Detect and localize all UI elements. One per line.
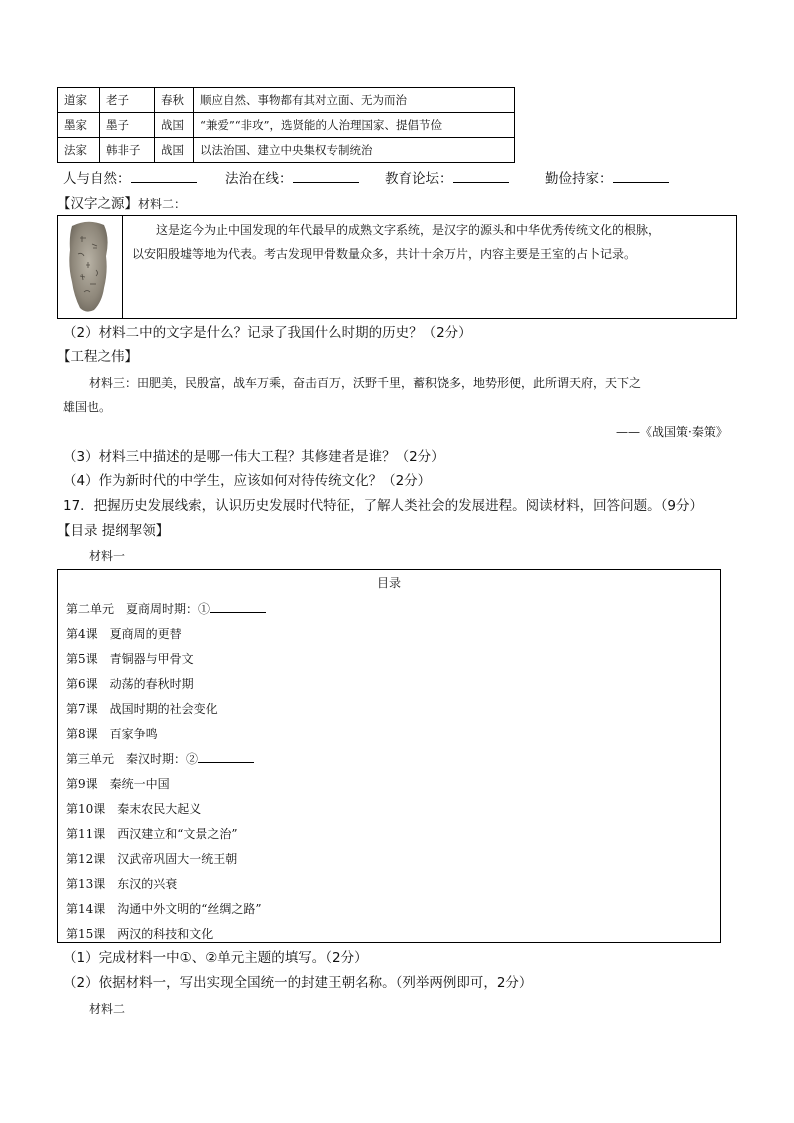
- toc-item-text: 第13课 东汉的兴衰: [66, 877, 178, 891]
- toc-item: [66, 822, 706, 847]
- material2-header: [57, 193, 186, 213]
- toc-item-text: 第三单元 秦汉时期：②: [66, 752, 199, 766]
- toc-item-text: 第15课 两汉的科技和文化: [66, 927, 214, 941]
- answer-blank: [131, 182, 197, 183]
- question-17-1: （1）完成材料一中①、②单元主题的填写。（2分）: [63, 950, 368, 966]
- table-cell-period: 战国: [155, 138, 194, 163]
- column-label: 法治在线：: [225, 171, 293, 187]
- section-header: 【工程之伟】: [57, 349, 138, 365]
- material2-text: 这是迄今为止中国发现的年代最早的成熟文字系统，是汉字的源头和中华优秀传统文化的根脉，: [156, 223, 661, 237]
- toc-item-text: 第二单元 夏商周时期：①: [66, 602, 211, 616]
- toc-item: [66, 647, 706, 672]
- question-4: （4）作为新时代的中学生，应该如何对待传统文化？（2分）: [63, 473, 432, 489]
- toc-item: [66, 597, 706, 622]
- toc-item: [66, 797, 706, 822]
- image-cell: [58, 216, 123, 318]
- section-header: 【汉字之源】: [57, 196, 138, 212]
- answer-blank: [210, 612, 266, 613]
- column-label: 教育论坛：: [385, 171, 453, 187]
- toc-item-text: 第14课 沟通中外文明的“丝绸之路”: [66, 902, 262, 916]
- toc-item-text: 第11课 西汉建立和“文景之治”: [66, 827, 238, 841]
- column-label: 勤俭持家：: [545, 171, 613, 187]
- answer-blank: [613, 182, 669, 183]
- table-cell-idea: 以法治国、建立中央集权专制统治: [194, 138, 515, 163]
- material3-text: 材料三：田肥美，民殷富，战车万乘，奋击百万，沃野千里，蓄积饶多，地势形便，此所谓天府，天下之: [89, 376, 642, 390]
- table-cell-person: 韩非子: [100, 138, 155, 163]
- columns-line: [63, 170, 683, 190]
- answer-blank: [453, 182, 509, 183]
- material-label: 材料二: [89, 1002, 126, 1016]
- column-item: [385, 170, 509, 188]
- toc-item-text: 第5课 青铜器与甲骨文: [66, 652, 194, 666]
- toc-item-text: 第4课 夏商周的更替: [66, 627, 182, 641]
- table-cell-period: 春秋: [155, 88, 194, 113]
- toc-item: [66, 722, 706, 747]
- column-label: 人与自然：: [63, 171, 131, 187]
- question-17-2: （2）依据材料一，写出实现全国统一的封建王朝名称。（列举两例即可，2分）: [63, 975, 533, 991]
- toc-item-text: 第12课 汉武帝巩固大一统王朝: [66, 852, 238, 866]
- schools-table: [57, 87, 515, 163]
- toc-list: [66, 597, 706, 947]
- material2-box: [57, 215, 737, 319]
- toc-item: [66, 872, 706, 897]
- toc-item: [66, 847, 706, 872]
- table-cell-person: 老子: [100, 88, 155, 113]
- schools-table-row: [58, 88, 515, 113]
- question-3: （3）材料三中描述的是哪一伟大工程？其修建者是谁？（2分）: [63, 449, 445, 465]
- question-2: （2）材料二中的文字是什么？记录了我国什么时期的历史？（2分）: [63, 325, 472, 341]
- material2-text: 以安阳殷墟等地为代表。考古发现甲骨数量众多，共计十余万片，内容主要是王室的占卜记录。: [132, 247, 637, 261]
- table-cell-idea: 顺应自然、事物都有其对立面、无为而治: [194, 88, 515, 113]
- table-cell-school: 道家: [58, 88, 100, 113]
- oracle-bone-image: [58, 216, 122, 318]
- column-item: [225, 170, 359, 188]
- table-cell-school: 法家: [58, 138, 100, 163]
- material3-text: 雄国也。: [63, 400, 112, 414]
- answer-blank: [293, 182, 359, 183]
- table-cell-person: 墨子: [100, 113, 155, 138]
- toc-item-text: 第7课 战国时期的社会变化: [66, 702, 218, 716]
- toc-item: [66, 672, 706, 697]
- toc-item: [66, 747, 706, 772]
- column-item: [63, 170, 197, 188]
- toc-item: [66, 897, 706, 922]
- table-cell-period: 战国: [155, 113, 194, 138]
- toc-item-text: 第6课 动荡的春秋时期: [66, 677, 194, 691]
- toc-item: [66, 622, 706, 647]
- schools-table-row: [58, 113, 515, 138]
- answer-blank: [198, 762, 254, 763]
- toc-item: [66, 922, 706, 947]
- toc-item: [66, 697, 706, 722]
- material3-source: ——《战国策·秦策》: [616, 425, 728, 439]
- toc-box: [57, 569, 721, 943]
- toc-title: 目录: [376, 576, 401, 590]
- toc-item-text: 第8课 百家争鸣: [66, 727, 158, 741]
- toc-item: [66, 772, 706, 797]
- table-cell-school: 墨家: [58, 113, 100, 138]
- question-17: 17．把握历史发展线索，认识历史发展时代特征，了解人类社会的发展进程。阅读材料，回答问题。（9分）: [63, 498, 704, 514]
- column-item: [545, 170, 669, 188]
- toc-item-text: 第9课 秦统一中国: [66, 777, 170, 791]
- section-header: 【目录 提纲挈领】: [57, 523, 170, 539]
- schools-table-row: [58, 138, 515, 163]
- toc-item-text: 第10课 秦末农民大起义: [66, 802, 202, 816]
- material-label: 材料一: [89, 549, 126, 563]
- material-label: 材料二：: [138, 197, 187, 211]
- table-cell-idea: “兼爱”“非攻”，选贤能的人治理国家、提倡节俭: [194, 113, 515, 138]
